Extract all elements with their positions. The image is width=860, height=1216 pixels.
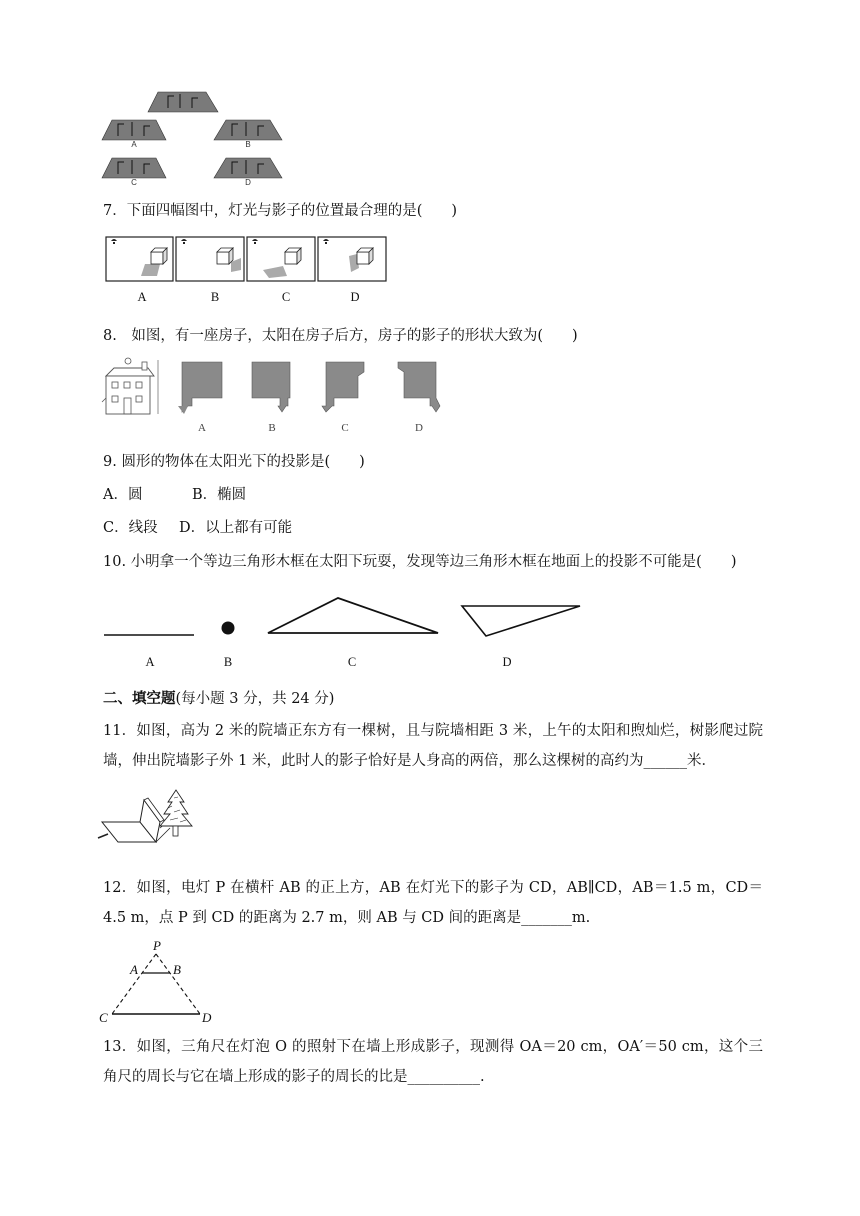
q10-label-c: C bbox=[347, 655, 357, 669]
question-11: 11．如图，高为 2 米的院墙正东方有一棵树，且与院墙相距 3 米，上午的太阳和煦灿烂，树影爬过院墙，伸出院墙影子外 1 米，此时人的影子恰好是人身高的两倍，那么这棵树的高约为______米． bbox=[103, 723, 763, 769]
q10-label-b: B bbox=[223, 655, 233, 669]
q12-label-p: P bbox=[153, 938, 161, 953]
q7-label-d: D bbox=[350, 290, 360, 304]
q9-option-d: D．以上都有可能 bbox=[179, 520, 293, 536]
q7-label-a: A bbox=[137, 290, 147, 304]
q7-label-b: B bbox=[210, 290, 220, 304]
q8-label-c: C bbox=[341, 422, 349, 434]
q7-label-c: C bbox=[281, 290, 291, 304]
section-2-header bbox=[103, 689, 334, 709]
q10-figure bbox=[100, 598, 585, 638]
question-7: 7．下面四幅图中，灯光与影子的位置最合理的是( ) bbox=[103, 203, 458, 219]
top-figure bbox=[100, 88, 290, 188]
section-2-title: 二、填空题 bbox=[103, 690, 176, 707]
q8-figure bbox=[102, 356, 447, 418]
q9-option-c: C．线段 bbox=[103, 520, 158, 536]
top-label-c: C bbox=[131, 178, 137, 187]
q7-figure bbox=[105, 236, 387, 282]
q11-figure bbox=[98, 788, 194, 844]
question-13: 13．如图，三角尺在灯泡 O 的照射下在墙上形成影子，现测得 OA＝20 cm，OA′＝50 cm，这个三角尺的周长与它在墙上形成的影子的周长的比是__________. bbox=[103, 1039, 763, 1085]
q8-label-b: B bbox=[268, 422, 276, 434]
q10-label-d: D bbox=[502, 655, 512, 669]
q9-option-b: B．椭圆 bbox=[192, 487, 247, 503]
q8-label-d: D bbox=[415, 422, 423, 434]
top-label-d: D bbox=[245, 178, 251, 187]
question-9: 9. 圆形的物体在太阳光下的投影是( ) bbox=[103, 454, 365, 470]
top-label-b: B bbox=[245, 140, 251, 149]
q12-label-d: D bbox=[202, 1010, 212, 1025]
q12-label-c: C bbox=[99, 1010, 108, 1025]
q10-label-a: A bbox=[145, 655, 155, 669]
question-12: 12．如图，电灯 P 在横杆 AB 的正上方，AB 在灯光下的影子为 CD，AB∥CD，AB＝1.5 m，CD＝4.5 m，点 P 到 CD 的距离为 2.7 m，则 AB 与 CD 间的距离是_______m. bbox=[103, 880, 763, 926]
q8-label-a: A bbox=[198, 422, 206, 434]
question-10: 10. 小明拿一个等边三角形木框在太阳下玩耍，发现等边三角形木框在地面上的投影不可能是( ) bbox=[103, 554, 737, 570]
q12-label-a: A bbox=[130, 962, 138, 977]
question-8: 8. 如图，有一座房子，太阳在房子后方，房子的影子的形状大致为( ) bbox=[103, 328, 578, 344]
section-2-note: (每小题 3 分，共 24 分) bbox=[175, 691, 335, 707]
q9-option-a: A．圆 bbox=[103, 487, 143, 503]
q12-label-b: B bbox=[173, 962, 181, 977]
top-label-a: A bbox=[131, 140, 137, 149]
